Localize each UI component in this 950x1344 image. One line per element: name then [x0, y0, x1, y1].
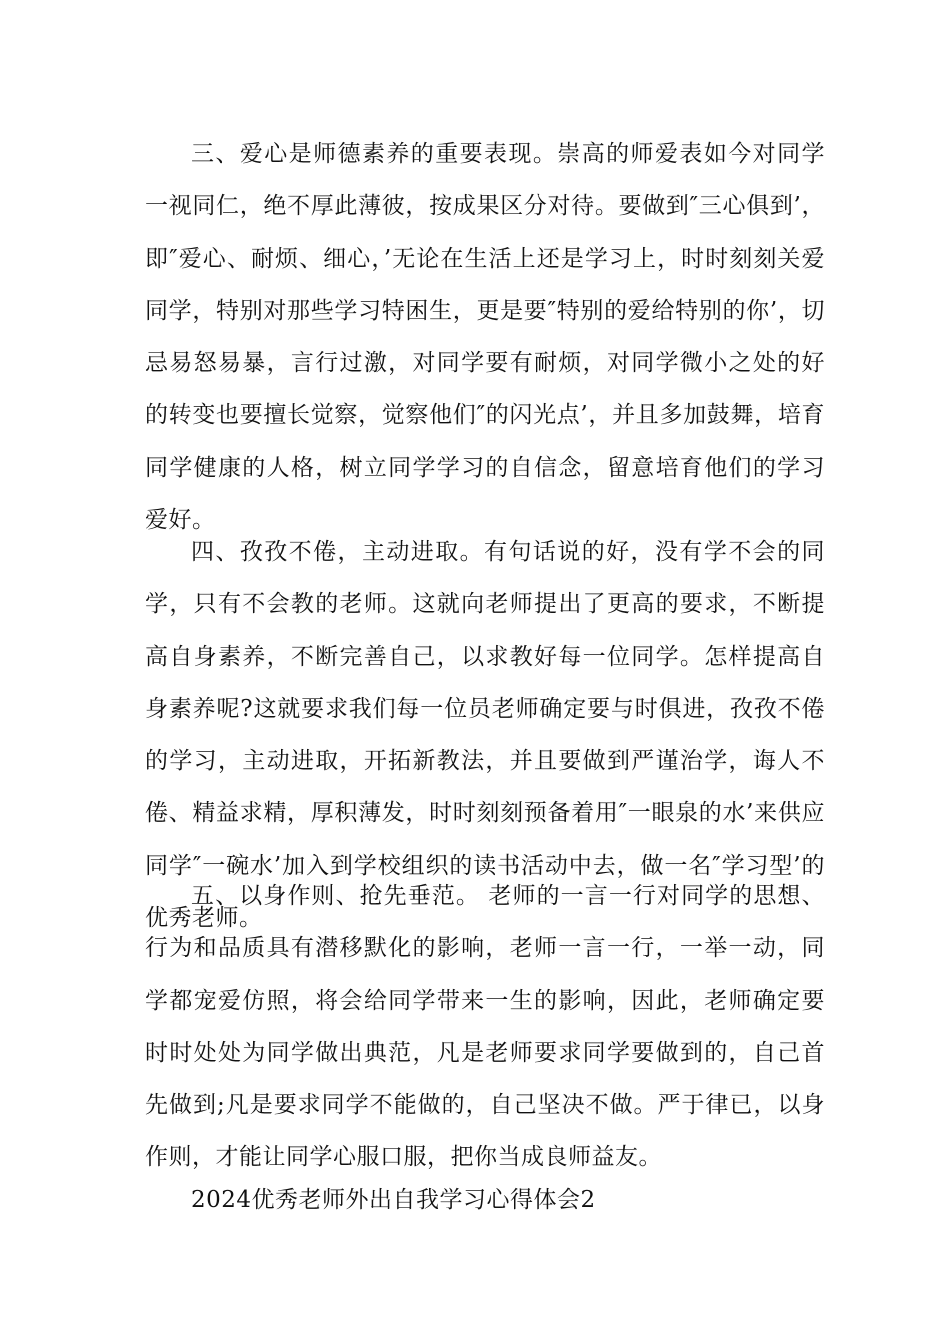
paragraph-diligent-progress: 四、孜孜不倦，主动进取。有句话说的好，没有学不会的同学，只有不会教的老师。这就向老师提出了更高的要求，不断提高自身素养，不断完善自己，以求教好每一位同学。怎样提高自身素养呢?这就要求我们每一位员老师确定要与时俱进，孜孜不倦的学习，主动进取，开拓新教法，并且要做到严谨治学，诲人不倦、精益求精，厚积薄发，时时刻刻预备着用″一眼泉的水’来供应同学″一碗水’加入到学校组织的读书活动中去，做一名″学习型’的优秀老师。 [145, 539, 825, 932]
paragraph-lead-by-example: 五、以身作则、抢先垂范。 老师的一言一行对同学的思想、行为和品质具有潜移默化的影响，老师一言一行，一举一动，同学都宠爱仿照，将会给同学带来一生的影响，因此，老师确定要时时处处为同学做出典范，凡是老师要求同学要做到的，自己首先做到;凡是要求同学不能做的，自己坚决不做。严于律已，以身作则，才能让同学心服口服，把你当成良师益友。 [145, 883, 825, 1171]
next-section-heading: 2024优秀老师外出自我学习心得体会2 [191, 1187, 596, 1213]
paragraph-love-ethics: 三、爱心是师德素养的重要表现。崇高的师爱表如今对同学一视同仁，绝不厚此薄彼，按成果区分对待。要做到″三心俱到’，即″爱心、耐烦、细心，’无论在生活上还是学习上，时时刻刻关爱同学，特别对那些学习特困生，更是要″特别的爱给特别的你’，切忌易怒易暴，言行过激，对同学要有耐烦，对同学微小之处的好的转变也要擅长觉察，觉察他们″的闪光点’，并且多加鼓舞，培育同学健康的人格，树立同学学习的自信念，留意培育他们的学习爱好。 [145, 141, 825, 534]
